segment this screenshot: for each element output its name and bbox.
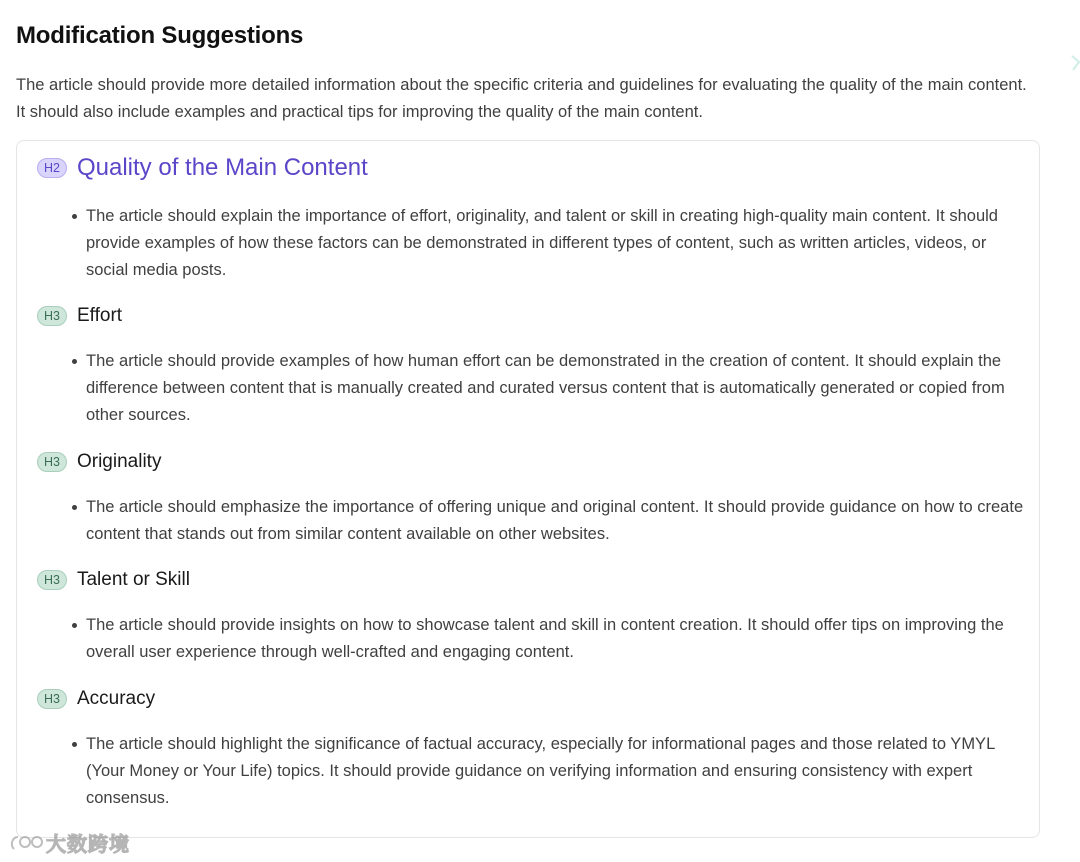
section-heading-talent	[37, 569, 190, 591]
bullet-dot	[72, 505, 77, 510]
bullet-item	[86, 348, 1026, 429]
intro-paragraph: The article should provide more detailed information about the specific criteria and guidelines for evaluating the quality of the main content. It should also include examples and practical tips for improving the quality of the main content.	[16, 76, 1027, 121]
section-heading-quality	[37, 154, 368, 182]
section-heading-originality	[37, 451, 161, 473]
watermark-logo-icon	[8, 831, 46, 855]
bullet-dot	[72, 623, 77, 628]
bullet-item	[86, 203, 1026, 284]
bullet-dot	[72, 742, 77, 747]
bullet-dot	[72, 214, 77, 219]
corner-decoration-icon	[1070, 52, 1080, 74]
bullet-item	[86, 494, 1026, 548]
h3-tag-badge: H3	[37, 570, 67, 590]
bullet-text: The article should provide examples of how human effort can be demonstrated in the creation of content. It should explain the difference between content that is manually created and curated versus content that is automatically generated or copied from other sources.	[86, 352, 1005, 424]
section-title: Originality	[76, 451, 162, 472]
h3-tag-badge: H3	[37, 689, 67, 709]
h3-tag-badge: H3	[37, 452, 67, 472]
suggestions-card	[16, 140, 1040, 838]
bullet-dot	[72, 359, 77, 364]
bullet-item	[86, 731, 1026, 812]
section-title: Accuracy	[76, 688, 156, 709]
h2-tag-badge: H2	[37, 158, 67, 178]
section-title: Effort	[76, 305, 123, 326]
page-title: Modification Suggestions	[16, 22, 304, 49]
section-heading-effort	[37, 305, 122, 327]
section-title: Talent or Skill	[76, 569, 190, 590]
h3-tag-badge: H3	[37, 306, 67, 326]
bullet-text: The article should highlight the significance of factual accuracy, especially for informational pages and those related to YMYL (Your Money or Your Life) topics. It should provide guidance on verifying information and ensuring consistency with expert consensus.	[86, 735, 995, 807]
watermark	[8, 828, 130, 857]
section-heading-accuracy	[37, 688, 155, 710]
bullet-item	[86, 612, 1026, 666]
bullet-text: The article should provide insights on how to showcase talent and skill in content creation. It should offer tips on improving the overall user experience through well-crafted and engaging content.	[86, 616, 1004, 661]
bullet-text: The article should explain the importance of effort, originality, and talent or skill in creating high-quality main content. It should provide examples of how these factors can be demonstrated in different types of content, such as written articles, videos, or social media posts.	[86, 207, 998, 279]
watermark-text: 大数跨境	[46, 834, 130, 856]
bullet-text: The article should emphasize the importance of offering unique and original content. It should provide guidance on how to create content that stands out from similar content available on other websites.	[86, 498, 1024, 543]
section-title: Quality of the Main Content	[76, 154, 368, 181]
